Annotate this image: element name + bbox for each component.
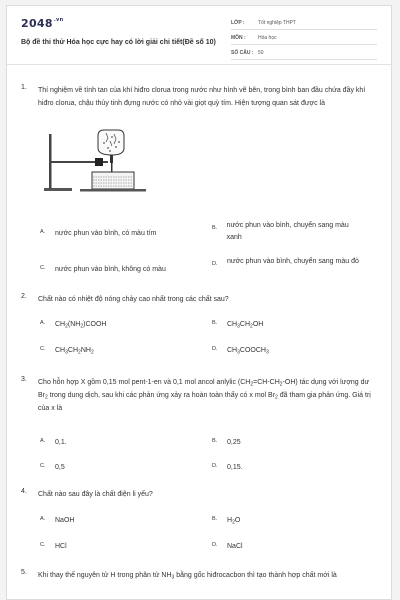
question-text: Chất nào sau đây là chất điện li yếu? — [38, 491, 153, 498]
option-text: 0,25 — [227, 439, 241, 446]
option-letter: C. — [40, 542, 46, 548]
document-title: Bộ đề thi thử Hóa học cực hay có lời giải chi tiết(Đề số 10) — [21, 39, 216, 46]
option-text: HCl — [55, 543, 67, 550]
logo-suffix: .vn — [53, 17, 64, 23]
option-text: $CH_3CH_2OH$ — [227, 321, 264, 330]
option-text: nước phun vào bình, chuyển sang màu xanh — [226, 222, 349, 241]
answer-option-a[interactable] — [40, 228, 210, 240]
meta-row-subject — [231, 31, 377, 45]
site-logo[interactable] — [21, 17, 63, 30]
option-letter: C. — [40, 463, 46, 469]
answer-option-d[interactable] — [212, 256, 362, 268]
logo-text: 2048 — [21, 17, 53, 30]
meta-row-grade — [231, 16, 377, 30]
option-letter: A. — [40, 320, 46, 326]
option-letter: A. — [40, 516, 46, 522]
option-text: $CH_3COOCH_3$ — [227, 347, 269, 356]
meta-row-count — [231, 46, 377, 60]
question-text: Khi thay thế nguyên tử H trong phân tử $NH_3$ bằng gốc hiđrocacbon thì tạo thành hợp chất mới là — [38, 572, 337, 581]
question-number: 2. — [21, 293, 27, 300]
answer-option-d[interactable] — [212, 345, 269, 357]
exam-page — [6, 5, 392, 600]
meta-value: Hóa học — [258, 34, 277, 41]
answer-option-b[interactable] — [212, 220, 362, 244]
option-text: $CH_3CH_2NH_2$ — [55, 347, 94, 356]
meta-label: SỐ CÂU : — [231, 49, 254, 56]
answer-option-b[interactable] — [212, 437, 241, 449]
question-number: 5. — [21, 569, 27, 576]
option-text: 0,5 — [55, 464, 65, 471]
option-letter: D. — [212, 463, 218, 469]
answer-option-a[interactable] — [40, 437, 67, 449]
hcl-fountain-apparatus-image — [40, 128, 150, 192]
meta-label: LỚP : — [231, 19, 245, 26]
option-letter: B. — [212, 516, 218, 522]
option-letter: D. — [212, 346, 218, 352]
answer-option-d[interactable] — [212, 462, 243, 474]
option-text: NaOH — [55, 517, 75, 524]
option-letter: C. — [40, 346, 46, 352]
meta-value: Tốt nghiệp THPT — [258, 19, 296, 26]
question-number: 1. — [21, 84, 27, 91]
option-text: nước phun vào bình, không có màu — [55, 266, 166, 273]
option-text: $CH_2(NH_2)COOH$ — [55, 321, 107, 330]
meta-label: MÔN : — [231, 34, 246, 41]
option-letter: D. — [212, 542, 218, 548]
meta-value: 50 — [258, 49, 264, 56]
question-number: 4. — [21, 488, 27, 495]
option-text: $H_2O$ — [227, 517, 241, 526]
option-letter: B. — [212, 438, 218, 444]
question-text: Chất nào có nhiệt độ nóng chảy cao nhất trong các chất sau? — [38, 296, 229, 303]
answer-option-b[interactable] — [212, 319, 263, 331]
exam-meta — [231, 16, 377, 61]
option-text: 0,15. — [227, 464, 243, 471]
answer-option-c[interactable] — [40, 462, 65, 474]
answer-option-d[interactable] — [212, 541, 243, 553]
option-text: nước phun vào bình, có màu tím — [55, 230, 157, 237]
option-text: nước phun vào bình, chuyển sang màu đỏ — [227, 258, 359, 265]
option-letter: A. — [40, 229, 46, 235]
option-letter: C. — [40, 265, 46, 271]
page-header — [7, 6, 391, 65]
answer-option-c[interactable] — [40, 345, 94, 357]
answer-option-a[interactable] — [40, 515, 74, 527]
answer-option-b[interactable] — [212, 515, 240, 527]
option-text: NaCl — [227, 543, 243, 550]
option-letter: B. — [212, 225, 218, 231]
question-text: Cho hỗn hợp X gồm 0,15 mol pent-1-en và 0,1 mol ancol anlylic $(CH_2=CH-CH_2-OH)$ tác dụng với lượng dư $Br_2$ trong dung dịch, sau khi các phản ứng xảy ra hoàn toàn thấy có x mol $Br_2$ đã tham gia phản ứng. Giá trị của x là — [38, 379, 371, 412]
option-letter: B. — [212, 320, 218, 326]
question-number: 3. — [21, 376, 27, 383]
option-letter: A. — [40, 438, 46, 444]
question-text: Thí nghiệm về tính tan của khí hiđro clorua trong nước như hình vẽ bên, trong bình ban đầu chứa đầy khí hiđro clorua, chậu thủy tinh đựng nước có nhỏ vài giọt quỳ tím. Hiện tượng quan sát được là — [38, 87, 366, 107]
option-text: 0,1. — [55, 439, 67, 446]
option-letter: D. — [212, 261, 218, 267]
answer-option-c[interactable] — [40, 264, 210, 276]
answer-option-c[interactable] — [40, 541, 67, 553]
answer-option-a[interactable] — [40, 319, 106, 331]
